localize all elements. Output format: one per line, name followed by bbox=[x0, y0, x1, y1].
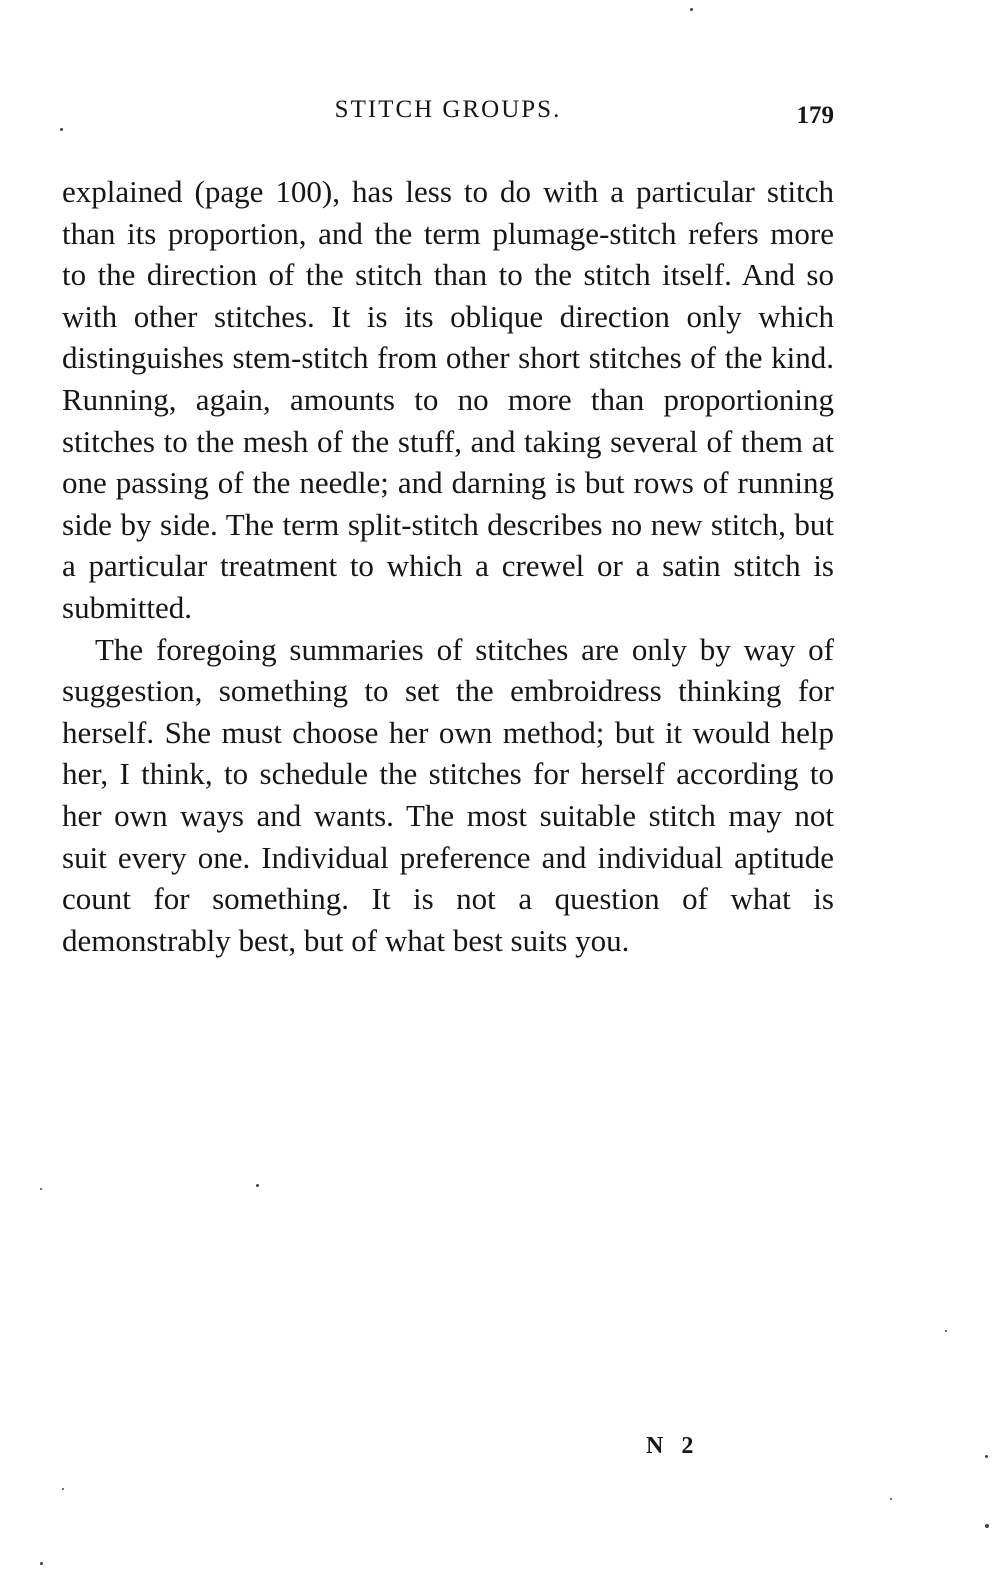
speck bbox=[985, 1524, 989, 1528]
paragraph: explained (page 100), has less to do with a particular stitch than its proportion, and the term plumage-stitch refers more to the direction of the stitch than to the stitch itself. And so with other stitches. It is its oblique direction only which distinguishes stem-stitch from other short stitches of the kind. Running, again, amounts to no more than proportioning stitches to the mesh of the stuff, and taking several of them at one passing of the needle; and darning is but rows of running side by side. The term split-stitch describes no new stitch, but a particular treatment to which a crewel or a satin stitch is submitted. bbox=[62, 174, 834, 625]
body-text bbox=[62, 171, 834, 961]
speck bbox=[256, 1184, 259, 1187]
speck bbox=[60, 128, 63, 131]
paragraph: The foregoing summaries of stitches are only by way of suggestion, something to set the embroidress thinking for herself. She must choose her own method; but it would help her, I think, to schedule the stitches for herself according to her own ways and wants. The most suitable stitch may not suit every one. Individual preference and individual aptitude count for something. It is not a question of what is demonstrably best, but of what best suits you. bbox=[62, 631, 834, 958]
page-number: 179 bbox=[796, 102, 834, 129]
speck bbox=[40, 1188, 42, 1190]
signature-mark: N 2 bbox=[646, 1433, 700, 1459]
speck bbox=[690, 8, 693, 11]
speck bbox=[40, 1562, 43, 1565]
page-header bbox=[62, 96, 834, 140]
speck bbox=[945, 1330, 947, 1332]
speck bbox=[62, 1488, 64, 1490]
speck bbox=[890, 1498, 892, 1500]
running-head: STITCH GROUPS. bbox=[334, 96, 562, 123]
speck bbox=[985, 1455, 988, 1458]
